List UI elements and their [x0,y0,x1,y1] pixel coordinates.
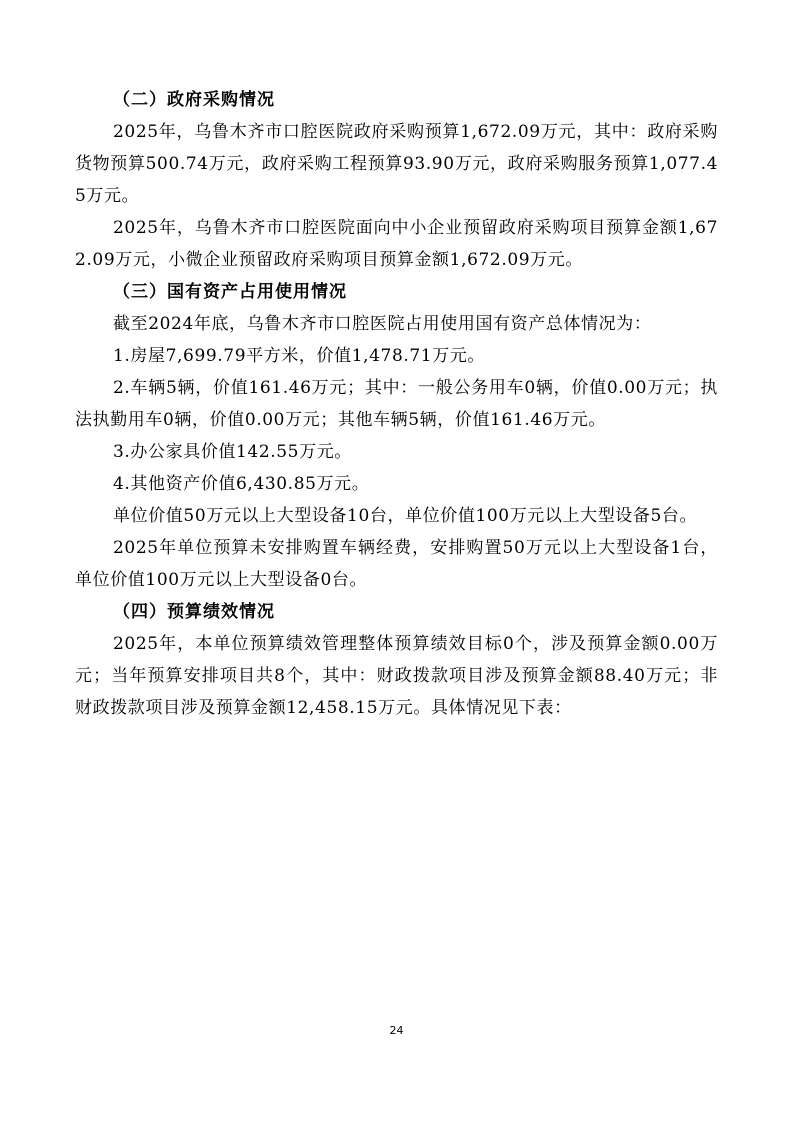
paragraph-large-equipment: 单位价值50万元以上大型设备10台，单位价值100万元以上大型设备5台。 [113,506,698,526]
document-body [75,84,718,724]
list-item-vehicles: 2.车辆5辆，价值161.46万元；其中：一般公务用车0辆，价值0.00万元；执法执勤用车0辆，价值0.00万元；其他车辆5辆，价值161.46万元。 [75,378,718,430]
section-heading-state-assets: （三）国有资产占用使用情况 [113,282,347,302]
list-item-buildings: 1.房屋7,699.79平方米，价值1,478.71万元。 [113,346,486,366]
paragraph-performance-targets: 2025年，本单位预算绩效管理整体预算绩效目标0个，涉及预算金额0.00万元；当年预算安排项目共8个，其中：财政拨款项目涉及预算金额88.40万元；非财政拨款项目涉及预算金额12,458.15万元。具体情况见下表： [75,634,718,718]
list-item-other-assets: 4.其他资产价值6,430.85万元。 [113,474,370,494]
paragraph-sme-reserved-procurement: 2025年，乌鲁木齐市口腔医院面向中小企业预留政府采购项目预算金额1,672.09万元，小微企业预留政府采购项目预算金额1,672.09万元。 [75,218,718,270]
paragraph-assets-intro: 截至2024年底，乌鲁木齐市口腔医院占用使用国有资产总体情况为： [113,314,652,334]
page-number: 24 [389,1024,404,1037]
section-heading-budget-performance: （四）预算绩效情况 [113,602,275,622]
section-heading-government-procurement: （二）政府采购情况 [113,90,275,110]
paragraph-procurement-budget: 2025年，乌鲁木齐市口腔医院政府采购预算1,672.09万元，其中：政府采购货物预算500.74万元，政府采购工程预算93.90万元，政府采购服务预算1,077.45万元。 [75,122,718,206]
list-item-office-furniture: 3.办公家具价值142.55万元。 [113,442,352,462]
paragraph-equipment-purchase-plan: 2025年单位预算未安排购置车辆经费，安排购置50万元以上大型设备1台，单位价值100万元以上大型设备0台。 [75,538,718,590]
